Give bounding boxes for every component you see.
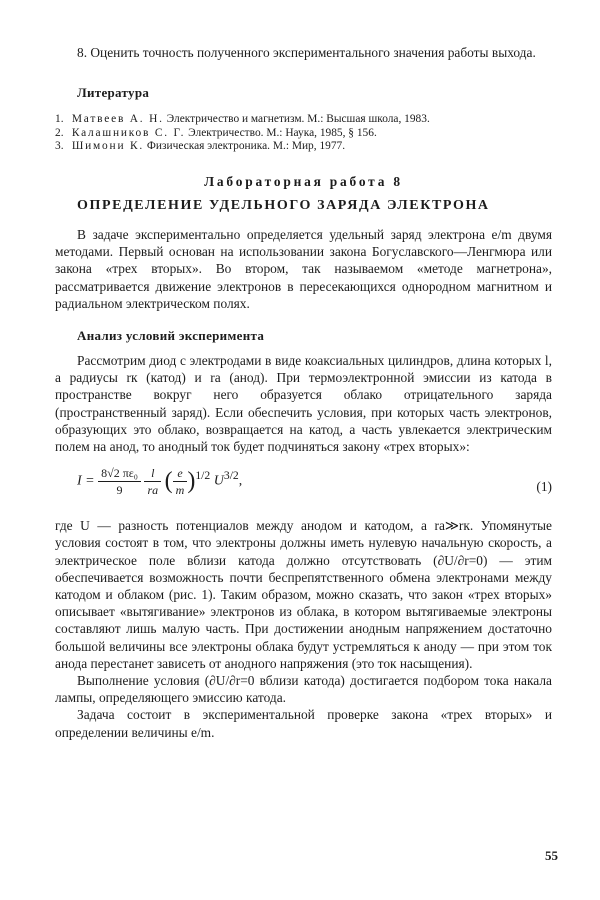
analysis-paragraph-1: Рассмотрим диод с электродами в виде коаксиальных цилиндров, длина которых l, а радиусы rк (катод) и rа (анод). При термоэлектронной эмиссии из катода в пространстве вокруг него образуется облако отрицательного заряда (пространственный заряд). Если обеспечить условия, при которых часть электронов, образующих это облако, возвращается на катод, а часть увлекается электрическим полем на анод, то анодный ток будет подчиняться закону «трех вторых»: [55, 353, 552, 455]
formula-right-paren: ) [187, 468, 196, 495]
reference-text: Физическая электроника. М.: Мир, 1977. [146, 140, 346, 153]
formula-denominator: rа [147, 483, 159, 498]
page-number: 55 [545, 848, 558, 863]
formula-u: U [213, 473, 224, 489]
analysis-paragraph-4: Задача состоит в экспериментальной проверке закона «трех вторых» и определении величины e/m. [55, 707, 552, 740]
reference-text: Электричество и магнетизм. М.: Высшая школа, 1983. [166, 113, 430, 126]
formula-numerator: 8√2 πε₀ [98, 465, 141, 482]
formula-numerator: l [144, 465, 161, 482]
reference-text: Электричество. М.: Наука, 1985, § 156. [188, 126, 377, 139]
reference-list [55, 113, 552, 154]
lab-intro-paragraph: В задаче экспериментально определяется удельный заряд электрона e/m двумя методами. Первый основан на использовании закона Богуславского—Ленгмюра или закона «трех вторых». Во втором, так называемом «методе магнетрона», рассматривается движение электронов в пересекающихся однородном магнитном и радиальном электрическом полях. [55, 226, 552, 311]
reference-number: 3. [55, 140, 64, 153]
reference-item [55, 140, 552, 154]
formula-fraction-charge [173, 465, 188, 498]
page-content [55, 44, 552, 741]
analysis-paragraph-3: Выполнение условия (∂U/∂r=0 вблизи катода) достигается подбором тока накала лампы, определяющего эмиссию катода. [55, 673, 552, 706]
lab-title: Лабораторная работа 8 [204, 173, 403, 189]
lab-subtitle: ОПРЕДЕЛЕНИЕ УДЕЛЬНОГО ЗАРЯДА ЭЛЕКТРОНА [77, 197, 490, 213]
formula-tail: , [238, 473, 243, 489]
reference-number: 1. [55, 113, 64, 126]
formula-fraction-constant [98, 465, 141, 498]
reference-number: 2. [55, 126, 64, 139]
formula-numerator: e [173, 465, 188, 482]
item-8-text: 8. Оценить точность полученного экспериментального значения работы выхода. [77, 45, 536, 60]
formula-lhs: I = [77, 473, 95, 489]
formula-u-exponent: 3/2 [223, 469, 239, 483]
formula-body [77, 465, 242, 498]
reference-authors: Матвеев А. Н. [71, 113, 164, 126]
formula-left-paren: ( [164, 468, 173, 495]
formula-1 [55, 461, 552, 515]
reference-authors: Шимони К. [71, 140, 145, 153]
reference-item [55, 113, 552, 127]
formula-fraction-geometry [144, 465, 161, 498]
reference-authors: Калашников С. Г. [71, 126, 186, 139]
formula-exponent: 1/2 [195, 469, 211, 483]
formula-denominator: m [175, 483, 185, 498]
reference-item [55, 127, 552, 141]
analysis-paragraph-2: где U — разность потенциалов между анодом и катодом, а rа≫rк. Упомянутые условия состоят в том, что электроны должны иметь нулевую начальную скорость, а электрическое поле вблизи катода должно отсутствовать (∂U/∂r=0) — этим обеспечивается возможность почти беспрепятственного обмена электронами между катодом и облаком (рис. 1). Таким образом, можно сказать, что закон «трех вторых» описывает «вытягивание» электронов из облака, в котором вытягиваемые электроны составляют лишь малую часть. При достижении анодным напряжением достаточно большой величины все электроны облака будут устремляться к аноду — при этом ток анода перестанет зависеть от анодного напряжения (это ток насыщения). [55, 518, 552, 671]
formula-number: (1) [536, 479, 552, 495]
analysis-heading: Анализ условий эксперимента [77, 328, 265, 343]
formula-denominator: 9 [116, 483, 123, 498]
literature-heading: Литература [77, 85, 150, 101]
